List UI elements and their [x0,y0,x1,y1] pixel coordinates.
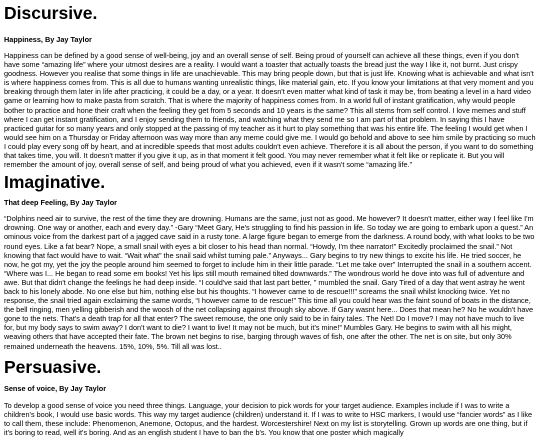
section-title-persuasive: Persuasive. [4,356,102,377]
section-body-persuasive: To develop a good sense of voice you need three things. Language, your decision to pick words for your target audience. Examples include if I was to write a children's book, I would use basic words. This way my target audience (children) understand it. If I was to write to HSC markers, I would use “fancier words” as I like to call them, these include: Phenomenon, Anemone, Octopus, and the hardest. Worcestershire! Next on my list is storytelling. Grown up words are one thing, but if it's boring to read, well it's boring. And as an english student I have to ban the b's. You know that one poster which magically [4,400,533,437]
section-subtitle-persuasive: Sense of voice, By Jay Taylor [4,383,107,393]
document-page [4,3,536,437]
section-subtitle-imaginative: That deep Feeling, By Jay Taylor [4,198,117,208]
section-title-imaginative: Imaginative. [4,172,106,193]
section-body-imaginative: “Dolphins need air to survive, the rest of the time they are drowning. Humans are the same, just not as good. Me however? It doesn't matter, either way I feel like I'm drowning. One way or another, each and every day.” -Gary “Meet Gary, He's struggling to find his passion in life. So today we are going to embark upon a quest.” An ominous voice from the darkest part of a jagged cave said in a rusty tone. A large figure began to emerge from the darkness. A round body, with what looks to be two round eyes. Like a fat bear? Nope, a small snail with eyes a bit closer to his head than normal. “Howdy, I'm thee narrator!” Excitedly proclaimed the snail.” Not knowing that fact would have to wait. “Wait what” the snail said whilst turning pale.” Anyways... Gary begins to try new things to excite his life. He tried soccer, he now, he got my, yet the joy the people around him seemed to forget to include him in their little parade. “Let me take over” Interrupted the snail in a southern accent. “Where was I... He began to read some em books! Yet his lips still mouth remained tilted downwards.” The wondrous world he dove into was full of adventure and awe. But that didn't change the feelings he had deep inside. “I could've said that last part better, ” mumbled the snail. Gary Tired of a day that went astray he went back to his lonely abode. No one else but him, nothing else but his thoughts. “I however came to de rescue!!!” screams the snail whilst knocking twice. Yet no response, the snail tried again exclaiming the same words, “I however came to de rescue!” This time all you could hear was the faint sound of boats in the distance, the bell ringing, men yelling gibberish and the woosh of the net collapsing against through sky above. If Gary wasnt here... Does that mean he? No he wouldn't have gone to the nets. That's a death trap for all that enter? The sweet remouse, the one only said to be in fairy tales. The Net! Do I move? I may not have much to live for, but my body says to swim away? I don't want to die? I want to live! It may not be much, but it's mine!” Mumbles Gary. He begins to swim with all his might, weaving others that have accepted their fate. The brown net begins to rise, barging through waves of fish, one after the other. The net is on site, but only 30% remained underneath the heavens. 15%, 10%, 5%. Till all was lost.. [4,214,535,351]
section-title-discursive: Discursive. [4,3,98,23]
section-body-discursive: Happiness can be defined by a good sense of well-being, joy and an overall sense of self. Being proud of yourself can achieve all these things, even if you don't have some “amazing life” where your utmost desires are a reality. I would want a toaster that actually toasts the bread just the way I like it, not burnt. Just crispy goodness. However you realise that some things in life are unachievable. This may bring people down, but that is just life. Knowing what is achievable and what isn't is where happiness comes from. This is all due to humans wanting unrealistic things, like material gain, etc. If you know your limitations at that very moment and you breaking through them later in life after practicing, it could be a day, or a year. It doesn't even matter what kind of task it may be, from beating a level in a hard video game or learning how to make pasta from scratch. That is where the majority of happiness comes from. In a world full of instant gratification, why would people bother to practice and hone their craft when the feeling they get from 5 seconds and 10 years is the same? This all stems from self control. I love memes and stuff where I can get instant gratification, and I enjoy sending them to friends, and watching what they send me so I am part of that problem. In saying this I have practiced guitar for so many years and only stopped at the passing of my teacher as it hurt to play something that was his entire life. The feeling I would get when I would see him on a Thursday or Friday afternoon was way more than any meme could give me. I would go behold and above to see him smile by practicing so much I could play every song off by heart, and at incredible speeds that most adults couldn't even achieve. Therefore it is all about the person, if you want to do something that takes time, you will. It doesn't matter if you give it up, as in that moment it felt good. You may never remember what it felt like or replicate it. But you will remember the amount of joy, overall sense of self, and being proud of what you achieved, even if it wasn't some “amazing life.” [4,51,536,170]
section-subtitle-discursive: Happiness, By Jay Taylor [4,35,92,44]
